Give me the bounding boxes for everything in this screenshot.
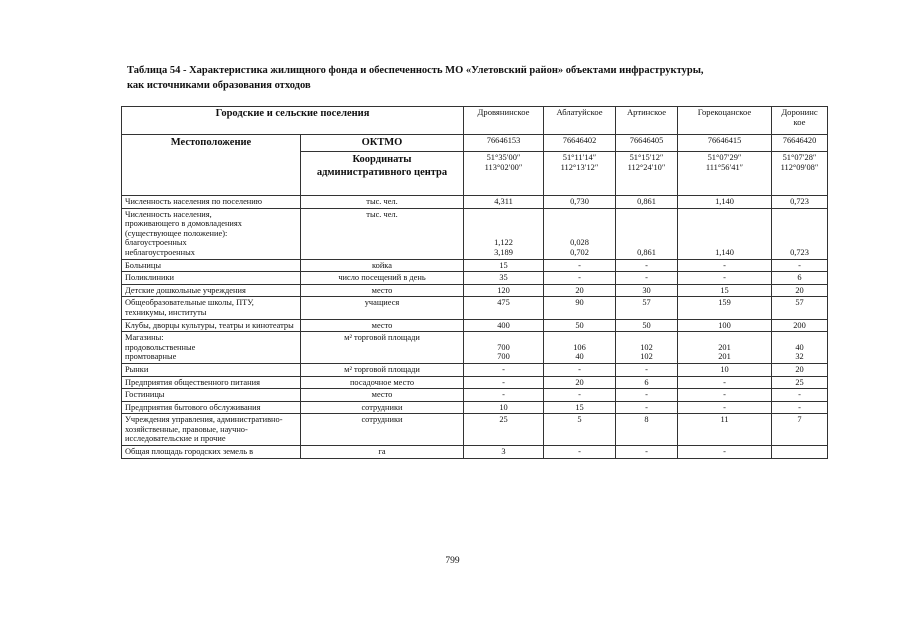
header-row-oktmo: [122, 135, 828, 152]
row-name: Численность населения по поселению: [122, 196, 301, 209]
cell-value: 4,311: [464, 196, 544, 209]
cell-value: -: [678, 401, 772, 414]
cell-value: -: [772, 401, 828, 414]
table-row: [122, 196, 828, 209]
cell-value: -: [544, 272, 616, 285]
longitude: 112°24′10″: [627, 162, 666, 172]
cell-value: -: [678, 446, 772, 459]
row-name: Больницы: [122, 259, 301, 272]
cell-value: 0,861: [616, 208, 678, 259]
cell-value: 8: [616, 414, 678, 446]
cell-value: 0,723: [772, 196, 828, 209]
cell-value: -: [678, 389, 772, 402]
row-name: Предприятия общественного питания: [122, 376, 301, 389]
row-unit: число посещений в день: [301, 272, 464, 285]
oktmo-header: ОКТМО: [301, 135, 464, 152]
coords-value: [678, 152, 772, 196]
cell-value: 20: [544, 376, 616, 389]
row-unit: га: [301, 446, 464, 459]
column-header: Артинское: [616, 107, 678, 135]
cell-value: 159: [678, 297, 772, 319]
cell-value: 10: [464, 401, 544, 414]
row-unit: место: [301, 284, 464, 297]
row-name: [122, 208, 301, 259]
row-name-line: (существующее положение):: [125, 228, 228, 238]
cell-value: -: [616, 389, 678, 402]
row-unit: койка: [301, 259, 464, 272]
table-row: [122, 332, 828, 364]
row-unit: м² торговой площади: [301, 332, 464, 364]
cell-value: 106 40: [544, 332, 616, 364]
row-name-line: проживающего в домовладениях: [125, 219, 242, 229]
coords-value: [772, 152, 828, 196]
row-name: [122, 332, 301, 364]
row-unit: тыс. чел.: [301, 208, 464, 259]
cell-value: 475: [464, 297, 544, 319]
table-row: [122, 319, 828, 332]
latitude: 51°15′12″: [629, 153, 664, 162]
table-title-line-2: как источниками образования отходов: [127, 80, 311, 91]
cell-value: -: [678, 376, 772, 389]
cell-value: 700 700: [464, 332, 544, 364]
cell-value: 0,861: [616, 196, 678, 209]
row-name: Учреждения управления, административно-хозяйственные, правовые, научно-исследовательские и прочие: [122, 414, 301, 446]
row-unit: учащиеся: [301, 297, 464, 319]
cell-value: -: [678, 259, 772, 272]
row-name-line: благоустроенных: [125, 238, 187, 248]
table-row: [122, 389, 828, 402]
table-row: [122, 297, 828, 319]
cell-value: 25: [464, 414, 544, 446]
row-name-line: промтоварные: [125, 352, 177, 362]
oktmo-value: 76646415: [678, 135, 772, 152]
row-name-line: неблагоустроенных: [125, 247, 195, 257]
longitude: 111°56′41″: [705, 162, 744, 172]
cell-value: 1,122 3,189: [464, 208, 544, 259]
cell-value: 20: [544, 284, 616, 297]
oktmo-value: 76646420: [772, 135, 828, 152]
cell-value: -: [616, 363, 678, 376]
cell-value: 20: [772, 284, 828, 297]
row-name: Рынки: [122, 363, 301, 376]
cell-value: -: [464, 389, 544, 402]
cell-value: 6: [616, 376, 678, 389]
cell-value: -: [772, 259, 828, 272]
table-row: [122, 376, 828, 389]
row-name-line: Магазины:: [125, 333, 164, 343]
coords-value: [544, 152, 616, 196]
cell-value: -: [616, 272, 678, 285]
table-row: [122, 414, 828, 446]
latitude: 51°11′14″: [562, 153, 597, 162]
table-title-line-1: Таблица 54 - Характеристика жилищного фонда и обеспеченность МО «Улетовский район» объектами инфраструктуры,: [127, 65, 704, 76]
cell-value: 15: [464, 259, 544, 272]
cell-value: -: [544, 259, 616, 272]
row-name: Поликлиники: [122, 272, 301, 285]
cell-value: -: [544, 389, 616, 402]
column-header: Аблатуйское: [544, 107, 616, 135]
row-name-line: продовольственные: [125, 342, 196, 352]
row-name-line: Численность населения,: [125, 209, 212, 219]
cell-value: 200: [772, 319, 828, 332]
settlements-header: Городские и сельские поселения: [122, 107, 464, 135]
header-row-settlements: [122, 107, 828, 135]
latitude: 51°07′29″: [707, 153, 742, 162]
longitude: 112°13′12″: [560, 162, 599, 172]
cell-value: 57: [772, 297, 828, 319]
cell-value: 35: [464, 272, 544, 285]
row-name: Детские дошкольные учреждения: [122, 284, 301, 297]
table-row: [122, 272, 828, 285]
column-header: Горекоцанское: [678, 107, 772, 135]
table-row: [122, 284, 828, 297]
column-header: Дровянинское: [464, 107, 544, 135]
cell-value: -: [616, 446, 678, 459]
oktmo-value: 76646405: [616, 135, 678, 152]
row-unit: посадочное место: [301, 376, 464, 389]
latitude: 51°07′28″: [782, 153, 817, 162]
cell-value: 201 201: [678, 332, 772, 364]
table-row: [122, 208, 828, 259]
cell-value: 90: [544, 297, 616, 319]
row-unit: сотрудники: [301, 414, 464, 446]
cell-value: 20: [772, 363, 828, 376]
cell-value: -: [616, 401, 678, 414]
row-unit: место: [301, 389, 464, 402]
cell-value: 3: [464, 446, 544, 459]
cell-value: -: [464, 363, 544, 376]
cell-value: 400: [464, 319, 544, 332]
row-unit: сотрудники: [301, 401, 464, 414]
cell-value: -: [464, 376, 544, 389]
oktmo-value: 76646153: [464, 135, 544, 152]
oktmo-value: 76646402: [544, 135, 616, 152]
cell-value: 40 32: [772, 332, 828, 364]
cell-value: 30: [616, 284, 678, 297]
longitude: 112°09′08″: [780, 162, 819, 172]
cell-value: 5: [544, 414, 616, 446]
row-name: Клубы, дворцы культуры, театры и кинотеатры: [122, 319, 301, 332]
column-header: Доронинс кое: [772, 107, 828, 135]
row-name: Общеобразовательные школы, ПТУ, техникумы, институты: [122, 297, 301, 319]
cell-value: -: [544, 446, 616, 459]
table-title: [127, 63, 847, 93]
cell-value: -: [772, 389, 828, 402]
location-header: Местоположение: [122, 135, 301, 196]
cell-value: 100: [678, 319, 772, 332]
cell-value: 120: [464, 284, 544, 297]
row-name: Общая площадь городских земель в: [122, 446, 301, 459]
cell-value: 57: [616, 297, 678, 319]
table-row: [122, 446, 828, 459]
cell-value: -: [616, 259, 678, 272]
cell-value: 11: [678, 414, 772, 446]
cell-value: 50: [616, 319, 678, 332]
cell-value: 50: [544, 319, 616, 332]
cell-value: 25: [772, 376, 828, 389]
cell-value: 0,723: [772, 208, 828, 259]
latitude: 51°35′00″: [486, 153, 521, 162]
table-row: [122, 259, 828, 272]
coords-header: Координаты административного центра: [301, 152, 464, 196]
cell-value: [772, 446, 828, 459]
cell-value: 6: [772, 272, 828, 285]
cell-value: 0,730: [544, 196, 616, 209]
cell-value: 102 102: [616, 332, 678, 364]
row-unit: тыс. чел.: [301, 196, 464, 209]
cell-value: 15: [678, 284, 772, 297]
infrastructure-table: [121, 106, 828, 459]
row-unit: место: [301, 319, 464, 332]
cell-value: 1,140: [678, 196, 772, 209]
coords-value: [616, 152, 678, 196]
cell-value: 10: [678, 363, 772, 376]
cell-value: 7: [772, 414, 828, 446]
row-unit: м² торговой площади: [301, 363, 464, 376]
row-name: Предприятия бытового обслуживания: [122, 401, 301, 414]
row-name: Гостиницы: [122, 389, 301, 402]
page-number: 799: [445, 556, 460, 566]
cell-value: 1,140: [678, 208, 772, 259]
cell-value: -: [544, 363, 616, 376]
table-row: [122, 363, 828, 376]
coords-value: [464, 152, 544, 196]
cell-value: 0,028 0,702: [544, 208, 616, 259]
cell-value: -: [678, 272, 772, 285]
longitude: 113°02′00″: [484, 162, 523, 172]
cell-value: 15: [544, 401, 616, 414]
table-row: [122, 401, 828, 414]
